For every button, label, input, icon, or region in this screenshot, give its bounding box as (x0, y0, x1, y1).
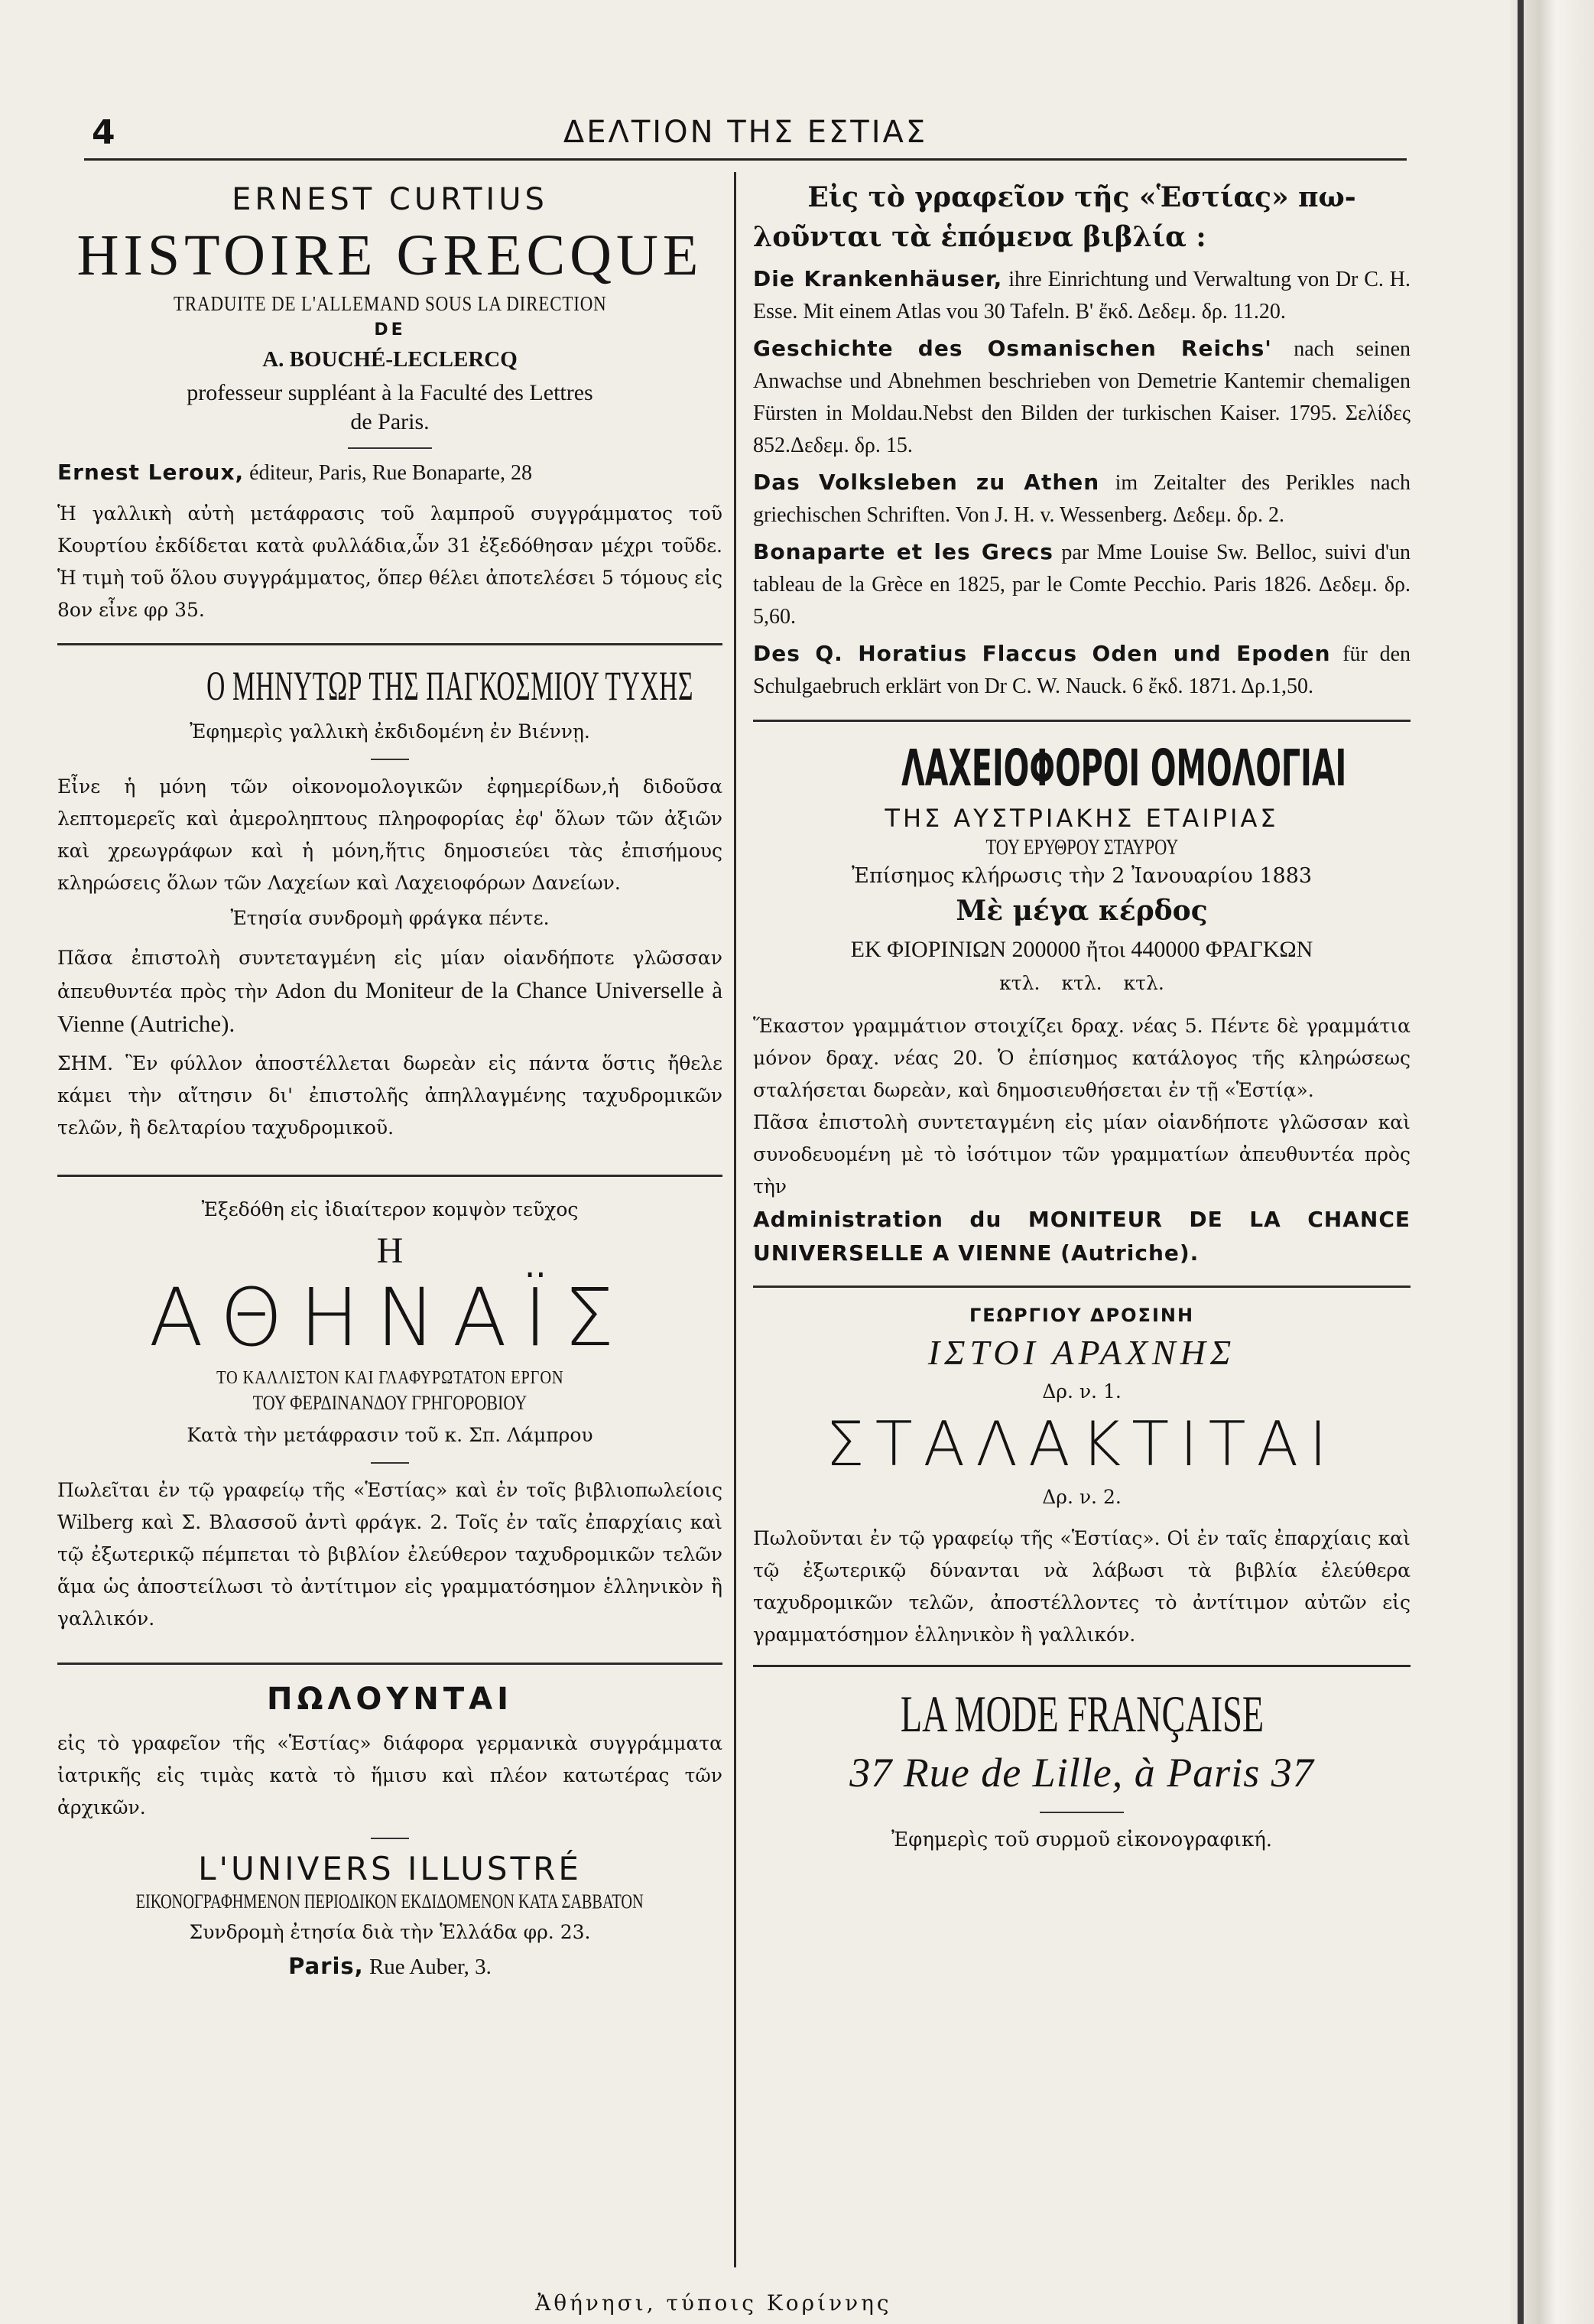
lottery-advert (753, 739, 1411, 1270)
drosinis-title2: ΣΤΑΛΑΚΤΙΤΑΙ (826, 1409, 1338, 1480)
minytor-letters-french: du Moniteur de la Chance Universelle à Vienne (Autriche). (57, 977, 723, 1037)
book-details: nach seinen Anwachse und Abnehmen beschrieben von Demetrie Kantemir chemaligen Fürsten in Moldau.Nebst den Bilden der turkischen Kaiser. 1795. Σελίδες 852.Δεδεμ. δρ. 15. (753, 337, 1411, 457)
athenais-line2: ΤΟΥ ΦΕΡΔΙΝΑΝΔΟΥ ΓΡΗΓΟΡΟΒΙΟΥ (252, 1392, 528, 1414)
books-heading-line1: Εἰς τὸ γραφεῖον τῆς «Ἑστίας» πω- (807, 181, 1356, 213)
drosinis-price2: Δρ. ν. 2. (1042, 1486, 1122, 1508)
minytor-letters (57, 942, 722, 1042)
mode-subtitle: Ἐφημερὶς τοῦ συρμοῦ εἰκονογραφική. (891, 1828, 1273, 1851)
page-header (84, 107, 1407, 161)
book-title: Des Q. Horatius Flaccus Oden und Epoden (753, 641, 1331, 666)
athenais-line1: ΤΟ ΚΑΛΛΙΣΤΟΝ ΚΑΙ ΓΛΑΦΥΡΩΤΑΤΟΝ ΕΡΓΟΝ (216, 1368, 564, 1388)
curtius-role-line1: professeur suppléant à la Faculté des Lettres (187, 380, 593, 405)
drosinis-price1: Δρ. ν. 1. (1042, 1380, 1122, 1403)
polountai-advert (57, 1682, 722, 1824)
lottery-text2: Πᾶσα ἐπιστολὴ συντεταγμένη εἰς μίαν οἱανδήποτε γλῶσσαν καὶ συνοδευομένη μὲ τὸ ἰσότιμον τῶν γραμματίων ἀπευθυντέα πρὸς τὴν (753, 1111, 1411, 1198)
lottery-address: Administration du MONITEUR DE LA CHANCE UNIVERSELLE A VIENNE (Autriche). (753, 1207, 1411, 1266)
books-list (753, 263, 1411, 703)
curtius-advert (57, 182, 722, 626)
book-item (753, 536, 1411, 633)
right-column (753, 176, 1411, 1856)
lottery-text1: Ἕκαστον γραμμάτιον στοιχίζει δραχ. νέας 5. Πέντε δὲ γραμμάτια μόνον δραχ. νέας 20. Ὁ ἐπίσημος κατάλογος τῆς κληρώσεως σταλήσεται δωρεὰν, καὶ δημοσιευθήσεται ἐν τῇ «Ἑστίᾳ». (753, 1015, 1411, 1101)
lottery-line1: ΤΗΣ ΑΥΣΤΡΙΑΚΗΣ ΕΤΑΙΡΙΑΣ (885, 804, 1279, 833)
drosinis-advert (753, 1305, 1411, 1651)
book-item (753, 638, 1411, 703)
curtius-de: DE (374, 320, 406, 340)
univers-address (57, 1953, 722, 1980)
lottery-line5: ΕΚ ΦΙΟΡΙΝΙΩΝ 200000 ἤτοι 440000 ΦΡΑΓΚΩΝ (850, 937, 1313, 962)
minytor-subtitle: Ἐφημερὶς γαλλικὴ ἐκδιδομένη ἐν Βιέννῃ. (190, 720, 590, 743)
book-item (753, 333, 1411, 462)
univers-subscription: Συνδρομὴ ἐτησία διὰ τὴν Ἑλλάδα φρ. 23. (189, 1921, 591, 1943)
polountai-title: ΠΩΛΟΥΝΤΑΙ (266, 1682, 513, 1717)
curtius-title: HISTOIRE GRECQUE (76, 223, 703, 288)
univers-subtitle: ΕΙΚΟΝΟΓΡΑΦΗΜΕΝΟΝ ΠΕΡΙΟΔΙΚΟΝ ΕΚΔΙΔΟΜΕΝΟΝ ΚΑΤΑ ΣΑΒΒΑΤΟΝ (135, 1890, 644, 1913)
book-details: ihre Einrichtung und Verwaltung von Dr C. H. Esse. Mit einem Atlas vou 30 Tafeln. Β' ἔκδ. Δεδεμ. δρ. 11.20. (753, 268, 1411, 323)
binding-edge (1518, 0, 1524, 2324)
athenais-text: Πωλεῖται ἐν τῷ γραφείῳ τῆς «Ἑστίας» καὶ ἐν τοῖς βιβλιοπωλείοις Wilberg καὶ Σ. Βλασσοῦ ἀντὶ φράγκ. 2. Τοῖς ἐν ταῖς ἐπαρχίαις καὶ τῷ ἐξωτερικῷ πέμπεται τὸ βιβλίον ἐλεύθερον ταχυδρομικῶν τελῶν ἅμα ὡς ἀποστείλωσι τὸ ἀντίτιμον εἰς γραμματόσημον ἑλληνικὸν ἢ γαλλικόν. (57, 1479, 722, 1630)
curtius-publisher (57, 460, 722, 486)
column-divider (734, 172, 736, 2267)
drosinis-title1: ΙΣΤΟΙ ΑΡΑΧΝΗΣ (927, 1333, 1236, 1372)
minytor-letters-greek: Πᾶσα ἐπιστολὴ συντεταγμένη εἰς μίαν οἱανδήποτε γλῶσσαν ἀπευθυντέα πρὸς τὴν Adon (57, 947, 722, 1003)
lottery-line2: ΤΟΥ ΕΡΥΘΡΟΥ ΣΤΑΥΡΟΥ (985, 836, 1178, 860)
drosinis-text: Πωλοῦνται ἐν τῷ γραφείῳ τῆς «Ἑστίας». Οἱ ἐν ταῖς ἐπαρχίαις καὶ τῷ ἐξωτερικῷ δύνανται νὰ λάβωσι τὰ βιβλία ἐλεύθερα ταχυδρομικῶν τελῶν, ἀποστέλλοντες τὸ ἀντίτιμον αὐτῶν εἰς γραμματόσημον ἑλληνικὸν ἢ γαλλικόν. (753, 1527, 1411, 1646)
drosinis-author: ΓΕΩΡΓΙΟΥ ΔΡΟΣΙΝΗ (969, 1305, 1195, 1326)
minytor-title: Ο ΜΗΝΥΤΩΡ ΤΗΣ ΠΑΓΚΟΣΜΙΟΥ ΤΥΧΗΣ (206, 663, 694, 709)
lottery-title: ΛΑΧΕΙΟΦΟΡΟΙ ΟΜΟΛΟΓΙΑΙ (901, 739, 1347, 798)
book-details: im Zeitalter des Perikles nach griechischen Schriften. Von J. H. v. Wessenberg. Δεδεμ. δρ. 2. (753, 471, 1411, 527)
univers-title: L'UNIVERS ILLUSTRÉ (198, 1850, 582, 1887)
lottery-line3: Ἐπίσημος κλήρωσις τὴν 2 Ἰανουαρίου 1883 (851, 864, 1313, 888)
book-details: par Mme Louise Sw. Belloc, suivi d'un tableau de la Grèce en 1825, par le Comte Pecchio. Paris 1826. Δεδεμ. δρ. 5,60. (753, 541, 1411, 629)
left-column (57, 176, 722, 1980)
curtius-subtitle: TRADUITE DE L'ALLEMAND SOUS LA DIRECTION (173, 292, 607, 315)
divider (371, 1462, 409, 1464)
curtius-role-line2: de Paris. (350, 409, 430, 434)
book-title: Die Krankenhäuser, (753, 266, 1003, 291)
mode-address: 37 Rue de Lille, à Paris 37 (849, 1750, 1314, 1796)
curtius-author: ERNEST CURTIUS (232, 182, 548, 217)
section-divider (753, 1665, 1411, 1667)
book-title: Bonaparte et les Grecs (753, 539, 1053, 564)
books-heading-line2: λοῦνται τὰ ἑπόμενα βιβλία : (753, 221, 1206, 253)
books-advert (753, 177, 1411, 703)
printer-imprint: Ἀθήνησι, τύποις Κορίννης (535, 2290, 892, 2316)
mode-title: LA MODE FRANÇAISE (900, 1685, 1264, 1743)
section-divider (57, 1663, 722, 1665)
curtius-publisher-name: Ernest Leroux, (57, 460, 245, 485)
divider (348, 447, 432, 449)
section-divider (753, 720, 1411, 722)
book-item (753, 263, 1411, 328)
athenais-line3: Κατὰ τὴν μετάφρασιν τοῦ κ. Σπ. Λάμπρου (187, 1424, 593, 1446)
book-details: für den Schulgaebruch erklärt von Dr C. W. Nauck. 6 ἔκδ. 1871. Δρ.1,50. (753, 642, 1411, 698)
minytor-advert (57, 662, 722, 1144)
section-divider (753, 1286, 1411, 1288)
athenais-intro: Ἐξεδόθη εἰς ἰδιαίτερον κομψὸν τεῦχος (201, 1198, 579, 1221)
book-title: Das Volksleben zu Athen (753, 470, 1100, 495)
univers-street: Rue Auber, 3. (368, 1955, 492, 1979)
lottery-line6: κτλ. κτλ. κτλ. (999, 972, 1164, 994)
divider (371, 759, 409, 760)
journal-title: ΔΕΛΤΙΟΝ ΤΗΣ ΕΣΤΙΑΣ (563, 115, 928, 150)
divider (371, 1838, 409, 1839)
lottery-line4: Μὲ μέγα κέρδος (956, 895, 1208, 927)
curtius-publisher-address: éditeur, Paris, Rue Bonaparte, 28 (249, 461, 532, 485)
minytor-subscription: Ἐτησία συνδρομὴ φράγκα πέντε. (230, 907, 550, 929)
section-divider (57, 1175, 722, 1177)
athenais-article: Η (376, 1230, 404, 1271)
curtius-translator: A. BOUCHÉ-LECLERCQ (262, 347, 518, 372)
polountai-text: εἰς τὸ γραφεῖον τῆς «Ἑστίας» διάφορα γερμανικὰ συγγράμματα ἰατρικῆς εἰς τιμὰς κατὰ τὸ ἥμισυ καὶ πλέον κατωτέρας τῶν ἀρχικῶν. (57, 1732, 722, 1819)
minytor-text: Εἶνε ἡ μόνη τῶν οἰκονομολογικῶν ἐφημερίδων,ἡ διδοῦσα λεπτομερεῖς καὶ ἀμεροληπτους πληροφορίας ἐφ' ὅλων τῶν ἀξιῶν καὶ χρεωγράφων καὶ ἡ μόνη,ἥτις δημοσιεύει τὰς ἐπισήμους κληρώσεις ὅλων τῶν Λαχείων καὶ Λαχειοφόρων Δανείων. (57, 775, 722, 894)
divider (1040, 1812, 1124, 1813)
univers-city: Paris, (288, 1953, 364, 1979)
univers-advert (57, 1850, 722, 1980)
mode-advert (753, 1684, 1411, 1856)
curtius-text: Ἡ γαλλικὴ αὐτὴ μετάφρασις τοῦ λαμπροῦ συγγράμματος τοῦ Κουρτίου ἐκδίδεται κατὰ φυλλάδια,ὧν 31 ἐξεδόθησαν μέχρι τοῦδε. Ἡ τιμὴ τοῦ ὅλου συγγράμματος, ὅπερ θέλει ἀποτελέσει 5 τόμους εἰς 8ον εἶνε φρ 35. (57, 502, 722, 621)
page-number: 4 (92, 113, 115, 152)
book-title: Geschichte des Osmanischen Reichs' (753, 336, 1272, 361)
section-divider (57, 643, 722, 645)
book-item (753, 466, 1411, 531)
athenais-title: ΑΘΗΝΑΪΣ (148, 1271, 631, 1364)
minytor-note: ΣΗΜ. Ἓν φύλλον ἀποστέλλεται δωρεὰν εἰς πάντα ὅστις ἤθελε κάμει τὴν αἴτησιν δι' ἐπιστολῆς ἀπηλλαγμένης ταχυδρομικῶν τελῶν, ἢ δελταρίου ταχυδρομικοῦ. (57, 1052, 722, 1139)
athenais-advert (57, 1194, 722, 1635)
